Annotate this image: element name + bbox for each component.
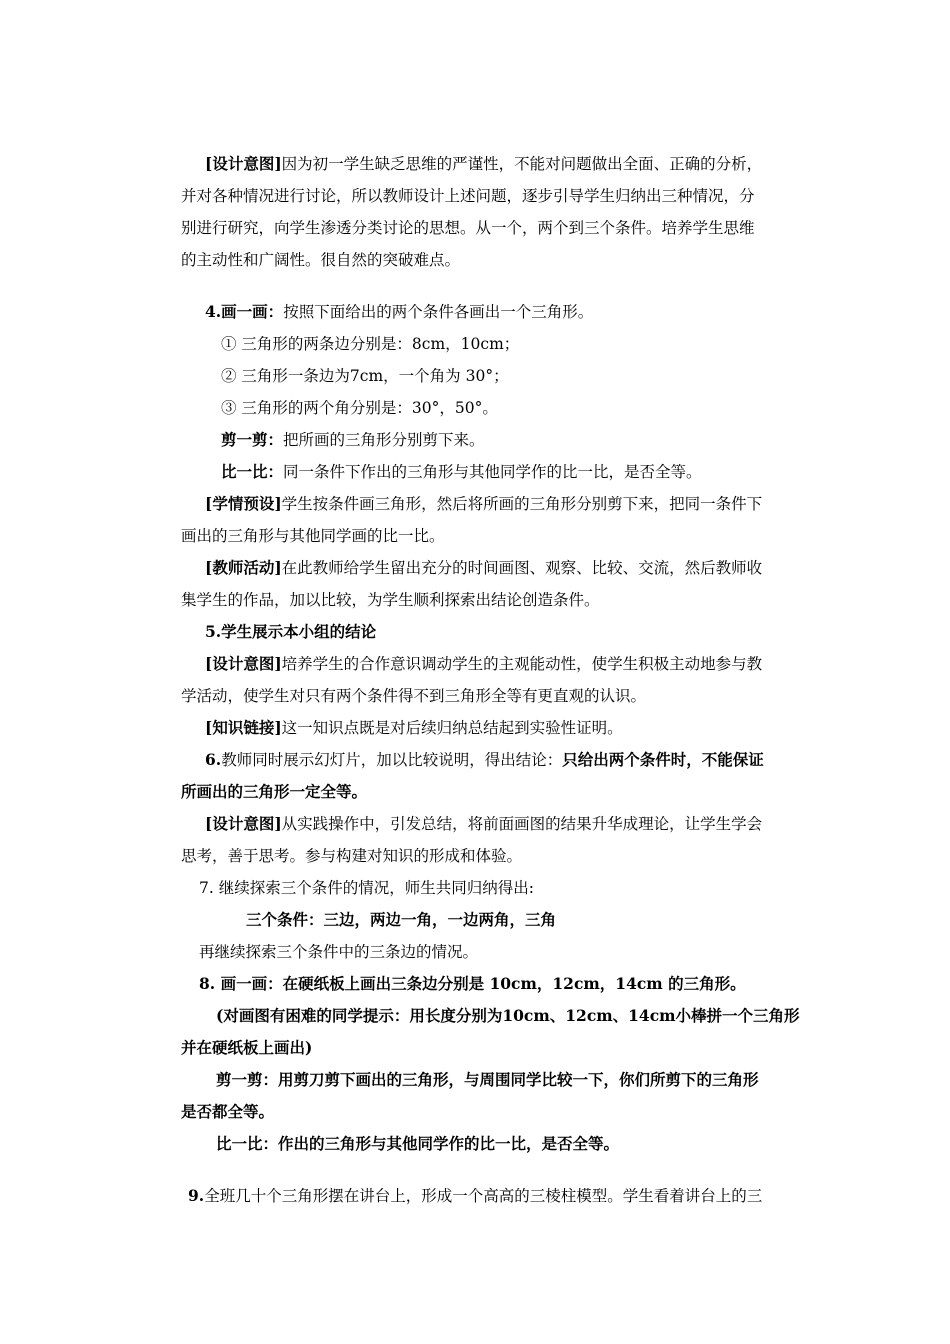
paragraph-line [205, 301, 593, 323]
text: 把所画的三角形分别剪下来。 [283, 431, 485, 449]
paragraph-line [205, 493, 762, 515]
text: 画出的三角形与其他同学画的比一比。 [181, 527, 445, 545]
bold-text: 比一比： [221, 462, 284, 481]
bold-text: 4.画一画： [205, 302, 284, 321]
text: 学生按条件画三角形，然后将所画的三角形分别剪下来，把同一条件下 [281, 495, 763, 513]
paragraph-line [216, 1069, 759, 1091]
bold-text: 只给出两个条件时，不能保证 [562, 750, 764, 769]
paragraph-line [199, 941, 478, 963]
bold-text: 是否都全等。 [181, 1102, 275, 1121]
paragraph-line [188, 1185, 762, 1207]
paragraph-line [205, 813, 762, 835]
bold-text: [教师活动] [205, 558, 282, 577]
paragraph-line [221, 429, 485, 451]
paragraph-line [216, 1133, 619, 1155]
paragraph-line [181, 185, 755, 207]
bold-text: 三个条件：三边，两边一角，一边两角，三角 [246, 910, 557, 929]
paragraph-line [205, 653, 762, 675]
paragraph-line [181, 525, 445, 547]
bold-text: 剪一剪：用剪刀剪下画出的三角形，与周围同学比较一下，你们所剪下的三角形 [216, 1070, 759, 1089]
text: 这一知识点既是对后续归纳总结起到实验性证明。 [281, 719, 623, 737]
bold-text: 比一比：作出的三角形与其他同学作的比一比，是否全等。 [216, 1134, 620, 1153]
text: 别进行研究，向学生渗透分类讨论的思想。从一个，两个到三个条件。培养学生思维 [181, 219, 755, 237]
conditions-summary [246, 909, 556, 931]
hint-line [181, 1037, 312, 1059]
paragraph-line [221, 461, 702, 483]
paragraph-line [181, 249, 460, 271]
text: 全班几十个三角形摆在讲台上，形成一个高高的三棱柱模型。学生看着讲台上的三 [204, 1187, 763, 1205]
bold-text: 8. 画一画：在硬纸板上画出三条边分别是 10cm，12cm，14cm 的三角形。 [199, 974, 746, 993]
paragraph-line [199, 973, 746, 995]
text: ② 三角形一条边为7cm，一个角为 30°； [221, 367, 509, 385]
text: ③ 三角形的两个角分别是：30°，50°。 [221, 399, 498, 417]
text: 按照下面给出的两个条件各画出一个三角形。 [283, 303, 594, 321]
bold-text: 剪一剪： [221, 430, 284, 449]
text: 思考，善于思考。参与构建对知识的形成和体验。 [181, 847, 523, 865]
bold-text: [知识链接] [205, 718, 282, 737]
bold-text: 6. [205, 750, 222, 769]
list-item [221, 397, 498, 419]
bold-text: 5.学生展示本小组的结论 [205, 622, 377, 641]
bold-text: 并在硬纸板上画出) [181, 1038, 313, 1057]
paragraph-line [181, 781, 367, 803]
text: 再继续探索三个条件中的三条边的情况。 [199, 943, 479, 961]
paragraph-line [199, 877, 534, 899]
bold-text: [设计意图] [205, 654, 282, 673]
text: 因为初一学生缺乏思维的严谨性，不能对问题做出全面、正确的分析， [281, 155, 763, 173]
bold-text: [学情预设] [205, 494, 282, 513]
text: 从实践操作中，引发总结，将前面画图的结果升华成理论，让学生学会 [281, 815, 763, 833]
text: 在此教师给学生留出充分的时间画图、观察、比较、交流，然后教师收 [281, 559, 763, 577]
paragraph-line [181, 217, 755, 239]
text: 集学生的作品，加以比较，为学生顺利探索出结论创造条件。 [181, 591, 600, 609]
text: 教师同时展示幻灯片，加以比较说明，得出结论： [221, 751, 563, 769]
paragraph-line [181, 1101, 274, 1123]
text: 并对各种情况进行讨论，所以教师设计上述问题，逐步引导学生归纳出三种情况，分 [181, 187, 755, 205]
list-item [221, 333, 519, 355]
text: 培养学生的合作意识调动学生的主观能动性，使学生积极主动地参与教 [281, 655, 763, 673]
paragraph-line [181, 589, 600, 611]
text: 7. 继续探索三个条件的情况，师生共同归纳得出: [199, 879, 534, 897]
text: ① 三角形的两条边分别是：8cm，10cm； [221, 335, 520, 353]
text: 同一条件下作出的三角形与其他同学作的比一比，是否全等。 [283, 463, 702, 481]
bold-text: (对画图有困难的同学提示：用长度分别为10cm、12cm、14cm小棒拼一个三角形 [216, 1006, 800, 1025]
hint-line [216, 1005, 800, 1027]
list-item [221, 365, 509, 387]
text: 的主动性和广阔性。很自然的突破难点。 [181, 251, 461, 269]
bold-text: 9. [188, 1186, 205, 1205]
paragraph-line [205, 557, 762, 579]
paragraph-line [181, 845, 522, 867]
bold-text: 所画出的三角形一定全等。 [181, 782, 368, 801]
text: 学活动，使学生对只有两个条件得不到三角形全等有更直观的认识。 [181, 687, 647, 705]
section-heading [205, 621, 376, 643]
paragraph-line [205, 153, 762, 175]
paragraph-line [205, 717, 623, 739]
paragraph-line [181, 685, 646, 707]
bold-text: [设计意图] [205, 154, 282, 173]
paragraph-line [205, 749, 764, 771]
bold-text: [设计意图] [205, 814, 282, 833]
